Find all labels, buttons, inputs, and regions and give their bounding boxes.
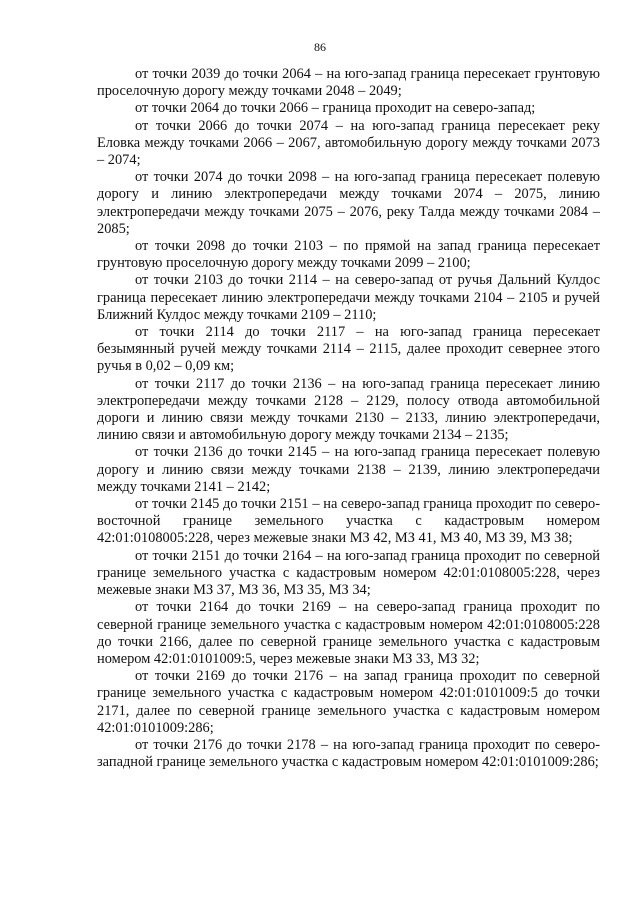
paragraph: от точки 2136 до точки 2145 – на юго-запад граница пересекает полевую дорогу и линию связи между точками 2138 – 2139, линию электропередачи между точками 2141 – 2142; (97, 444, 600, 495)
paragraph: от точки 2114 до точки 2117 – на юго-запад граница пересекает безымянный ручей между точками 2114 – 2115, далее проходит севернее этого ручья в 0,02 – 0,09 км; (97, 324, 600, 375)
paragraph: от точки 2103 до точки 2114 – на северо-запад от ручья Дальний Кулдос граница пересекает линию электропередачи между точками 2104 – 2105 и ручей Ближний Кулдос между точками 2109 – 2110; (97, 272, 600, 323)
paragraph: от точки 2064 до точки 2066 – граница проходит на северо-запад; (135, 100, 536, 117)
paragraph: от точки 2164 до точки 2169 – на северо-запад граница проходит по северной границе земельного участка с кадастровым номером 42:01:0108005:228 до точки 2166, далее по северной границе земельного участка с кадастровым номером 42:01:0101009:5, через межевые знаки МЗ 33, МЗ 32; (97, 599, 600, 667)
paragraph: от точки 2145 до точки 2151 – на северо-запад граница проходит по северо-восточной границе земельного участка с кадастровым номером 42:01:0108005:228, через межевые знаки МЗ 42, МЗ 41, МЗ 40, МЗ 39, МЗ 38; (97, 496, 600, 547)
paragraph: от точки 2151 до точки 2164 – на юго-запад граница проходит по северной границе земельного участка с кадастровым номером 42:01:0108005:228, через межевые знаки МЗ 37, МЗ 36, МЗ 35, МЗ 34; (97, 547, 600, 599)
paragraph: от точки 2169 до точки 2176 – на запад граница проходит по северной границе земельного участка с кадастровым номером 42:01:0101009:5 до точки 2171, далее по северной границе земельного участка с кадастровым номером 42:01:0101009:286; (97, 668, 600, 736)
paragraph: от точки 2066 до точки 2074 – на юго-запад граница пересекает реку Еловка между точками 2066 – 2067, автомобильную дорогу между точками 2073 – 2074; (97, 117, 600, 169)
paragraph: от точки 2039 до точки 2064 – на юго-запад граница пересекает грунтовую проселочную дорогу между точками 2048 – 2049; (97, 66, 600, 100)
paragraph: от точки 2098 до точки 2103 – по прямой на запад граница пересекает грунтовую проселочную дорогу между точками 2099 – 2100; (97, 238, 600, 272)
paragraph: от точки 2176 до точки 2178 – на юго-запад граница проходит по северо-западной границе земельного участка с кадастровым номером 42:01:0101009:286; (97, 736, 600, 771)
paragraph: от точки 2074 до точки 2098 – на юго-запад граница пересекает полевую дорогу и линию электропередачи между точками 2074 – 2075, линию электропередачи между точками 2075 – 2076, реку Талда между точками 2084 – 2085; (97, 169, 600, 237)
page-number: 86 (314, 40, 326, 54)
document-body (97, 66, 600, 771)
paragraph: от точки 2117 до точки 2136 – на юго-запад граница пересекает линию электропередачи между точками 2128 – 2129, полосу отвода автомобильной дороги и линию связи между точками 2130 – 2133, линию электропередачи, линию связи и автомобильную дорогу между точками 2134 – 2135; (97, 375, 600, 444)
